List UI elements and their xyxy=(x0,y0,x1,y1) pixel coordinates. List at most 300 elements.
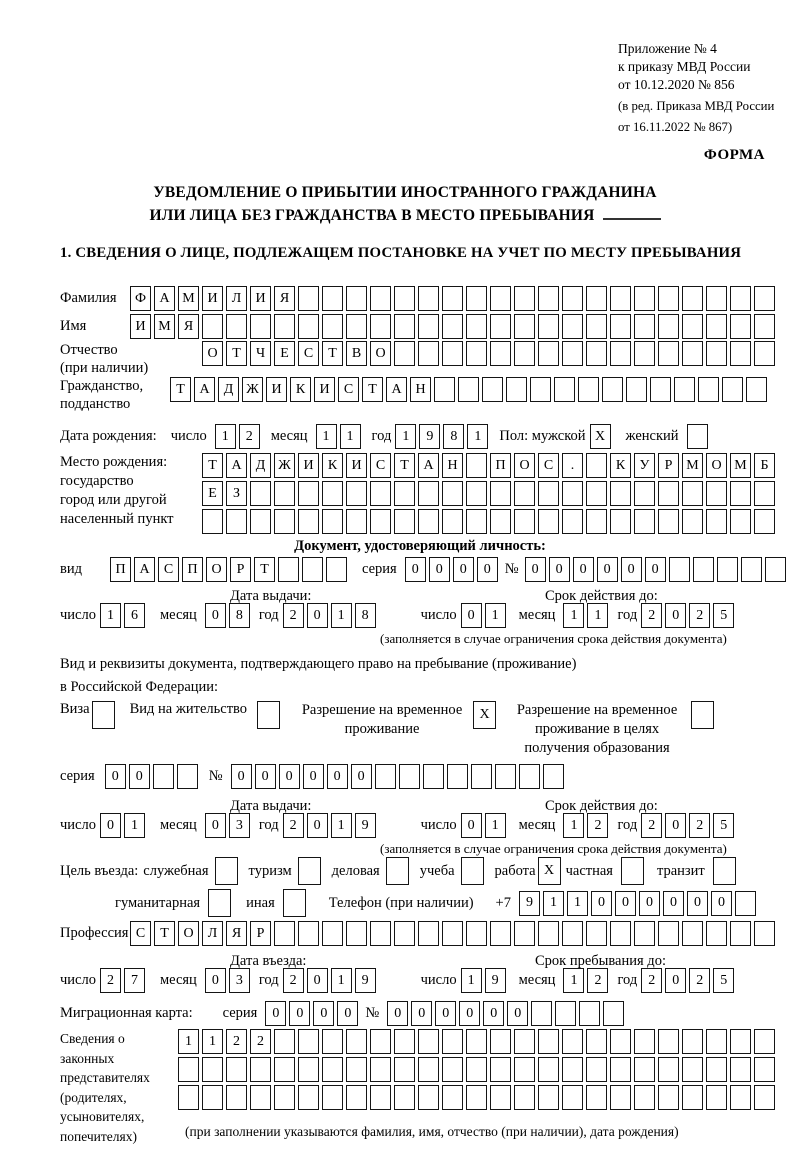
char-cell[interactable] xyxy=(326,557,347,582)
char-cell[interactable]: 1 xyxy=(563,603,584,628)
char-cell[interactable] xyxy=(682,341,703,366)
char-cell[interactable] xyxy=(658,1029,679,1054)
char-cell[interactable] xyxy=(538,341,559,366)
char-cell[interactable] xyxy=(562,314,583,339)
char-cell[interactable]: И xyxy=(130,314,151,339)
char-cell[interactable] xyxy=(754,481,775,506)
char-cell[interactable]: 1 xyxy=(215,424,236,449)
char-cell[interactable] xyxy=(531,1001,552,1026)
char-cell[interactable]: О xyxy=(370,341,391,366)
char-cell[interactable] xyxy=(274,1085,295,1110)
char-cell[interactable] xyxy=(442,509,463,534)
char-cell[interactable]: И xyxy=(298,453,319,478)
char-cell[interactable]: 1 xyxy=(467,424,488,449)
char-cell[interactable]: Д xyxy=(218,377,239,402)
char-cell[interactable] xyxy=(466,481,487,506)
char-cell[interactable]: Я xyxy=(274,286,295,311)
char-cell[interactable] xyxy=(418,314,439,339)
char-cell[interactable]: Т xyxy=(226,341,247,366)
char-cell[interactable] xyxy=(538,1085,559,1110)
char-cell[interactable] xyxy=(603,1001,624,1026)
char-cell[interactable] xyxy=(394,509,415,534)
purpose-business-checkbox[interactable] xyxy=(386,857,412,885)
char-cell[interactable]: 0 xyxy=(411,1001,432,1026)
char-cell[interactable] xyxy=(346,1057,367,1082)
char-cell[interactable]: 0 xyxy=(405,557,426,582)
char-cell[interactable]: Т xyxy=(202,453,223,478)
char-cell[interactable]: К xyxy=(322,453,343,478)
char-cell[interactable]: Ч xyxy=(250,341,271,366)
char-cell[interactable]: 0 xyxy=(621,557,642,582)
char-cell[interactable] xyxy=(394,481,415,506)
char-cell[interactable] xyxy=(202,509,223,534)
char-cell[interactable]: 9 xyxy=(419,424,440,449)
char-cell[interactable] xyxy=(754,921,775,946)
char-cell[interactable] xyxy=(730,1029,751,1054)
char-cell[interactable] xyxy=(554,377,575,402)
char-cell[interactable] xyxy=(514,1029,535,1054)
char-cell[interactable]: 2 xyxy=(641,603,662,628)
char-cell[interactable]: 2 xyxy=(250,1029,271,1054)
purpose-study-checkbox[interactable] xyxy=(461,857,487,885)
char-cell[interactable]: 1 xyxy=(543,891,564,916)
char-cell[interactable]: З xyxy=(226,481,247,506)
char-cell[interactable]: 0 xyxy=(665,603,686,628)
char-cell[interactable] xyxy=(208,889,231,917)
char-cell[interactable] xyxy=(586,341,607,366)
char-cell[interactable] xyxy=(634,481,655,506)
char-cell[interactable] xyxy=(274,921,295,946)
char-cell[interactable] xyxy=(682,1085,703,1110)
char-cell[interactable] xyxy=(322,1057,343,1082)
char-cell[interactable]: 0 xyxy=(525,557,546,582)
char-cell[interactable] xyxy=(730,314,751,339)
char-cell[interactable]: 1 xyxy=(567,891,588,916)
char-cell[interactable]: 0 xyxy=(639,891,660,916)
char-cell[interactable]: С xyxy=(538,453,559,478)
char-cell[interactable]: 1 xyxy=(485,603,506,628)
char-cell[interactable]: 0 xyxy=(665,968,686,993)
char-cell[interactable] xyxy=(370,1029,391,1054)
char-cell[interactable]: 0 xyxy=(337,1001,358,1026)
char-cell[interactable] xyxy=(562,1085,583,1110)
char-cell[interactable] xyxy=(226,1085,247,1110)
char-cell[interactable] xyxy=(490,1057,511,1082)
char-cell[interactable] xyxy=(466,509,487,534)
char-cell[interactable] xyxy=(514,341,535,366)
char-cell[interactable] xyxy=(466,453,487,478)
char-cell[interactable]: А xyxy=(386,377,407,402)
char-cell[interactable]: 0 xyxy=(313,1001,334,1026)
char-cell[interactable]: Ф xyxy=(130,286,151,311)
char-cell[interactable] xyxy=(658,921,679,946)
char-cell[interactable] xyxy=(423,764,444,789)
char-cell[interactable] xyxy=(490,314,511,339)
char-cell[interactable] xyxy=(274,314,295,339)
char-cell[interactable] xyxy=(610,1057,631,1082)
char-cell[interactable] xyxy=(442,481,463,506)
char-cell[interactable]: 5 xyxy=(713,813,734,838)
char-cell[interactable] xyxy=(490,509,511,534)
char-cell[interactable] xyxy=(495,764,516,789)
char-cell[interactable]: Т xyxy=(254,557,275,582)
char-cell[interactable] xyxy=(490,481,511,506)
char-cell[interactable]: 0 xyxy=(483,1001,504,1026)
char-cell[interactable]: И xyxy=(202,286,223,311)
char-cell[interactable] xyxy=(283,889,306,917)
char-cell[interactable] xyxy=(298,1057,319,1082)
char-cell[interactable] xyxy=(490,1085,511,1110)
char-cell[interactable] xyxy=(322,1085,343,1110)
char-cell[interactable]: М xyxy=(154,314,175,339)
char-cell[interactable]: 0 xyxy=(387,1001,408,1026)
char-cell[interactable]: 2 xyxy=(641,968,662,993)
char-cell[interactable]: 1 xyxy=(331,968,352,993)
char-cell[interactable]: 0 xyxy=(663,891,684,916)
char-cell[interactable]: 0 xyxy=(255,764,276,789)
char-cell[interactable] xyxy=(730,1085,751,1110)
char-cell[interactable] xyxy=(202,314,223,339)
char-cell[interactable] xyxy=(418,286,439,311)
char-cell[interactable]: 0 xyxy=(279,764,300,789)
char-cell[interactable] xyxy=(322,921,343,946)
char-cell[interactable] xyxy=(202,1057,223,1082)
char-cell[interactable] xyxy=(741,557,762,582)
char-cell[interactable] xyxy=(298,314,319,339)
char-cell[interactable]: И xyxy=(346,453,367,478)
char-cell[interactable] xyxy=(722,377,743,402)
char-cell[interactable] xyxy=(514,314,535,339)
char-cell[interactable] xyxy=(418,341,439,366)
char-cell[interactable] xyxy=(346,1029,367,1054)
char-cell[interactable] xyxy=(538,1029,559,1054)
char-cell[interactable] xyxy=(562,509,583,534)
char-cell[interactable] xyxy=(730,286,751,311)
char-cell[interactable] xyxy=(447,764,468,789)
char-cell[interactable] xyxy=(717,557,738,582)
char-cell[interactable]: Ж xyxy=(274,453,295,478)
char-cell[interactable] xyxy=(754,1057,775,1082)
purpose-official-checkbox[interactable] xyxy=(215,857,241,885)
char-cell[interactable] xyxy=(562,921,583,946)
char-cell[interactable]: 0 xyxy=(205,968,226,993)
char-cell[interactable]: 2 xyxy=(689,603,710,628)
char-cell[interactable] xyxy=(586,286,607,311)
char-cell[interactable] xyxy=(706,341,727,366)
char-cell[interactable]: 9 xyxy=(355,968,376,993)
char-cell[interactable] xyxy=(298,509,319,534)
char-cell[interactable] xyxy=(514,921,535,946)
char-cell[interactable] xyxy=(610,286,631,311)
char-cell[interactable]: Я xyxy=(226,921,247,946)
char-cell[interactable] xyxy=(634,314,655,339)
char-cell[interactable] xyxy=(538,481,559,506)
char-cell[interactable] xyxy=(514,1085,535,1110)
purpose-tourism-checkbox[interactable] xyxy=(298,857,324,885)
char-cell[interactable] xyxy=(586,1085,607,1110)
char-cell[interactable] xyxy=(370,1057,391,1082)
char-cell[interactable] xyxy=(298,481,319,506)
char-cell[interactable] xyxy=(634,1085,655,1110)
char-cell[interactable] xyxy=(658,314,679,339)
char-cell[interactable] xyxy=(610,341,631,366)
char-cell[interactable] xyxy=(538,1057,559,1082)
char-cell[interactable]: 0 xyxy=(459,1001,480,1026)
char-cell[interactable] xyxy=(706,509,727,534)
char-cell[interactable]: 1 xyxy=(587,603,608,628)
char-cell[interactable] xyxy=(682,1029,703,1054)
char-cell[interactable]: О xyxy=(178,921,199,946)
char-cell[interactable]: П xyxy=(490,453,511,478)
char-cell[interactable] xyxy=(506,377,527,402)
sex-female-checkbox[interactable] xyxy=(687,424,711,449)
char-cell[interactable] xyxy=(394,1029,415,1054)
char-cell[interactable]: Ж xyxy=(242,377,263,402)
char-cell[interactable]: Т xyxy=(154,921,175,946)
char-cell[interactable] xyxy=(687,424,708,449)
char-cell[interactable] xyxy=(730,341,751,366)
sex-male-checkbox[interactable] xyxy=(590,424,614,449)
char-cell[interactable]: И xyxy=(266,377,287,402)
char-cell[interactable] xyxy=(754,341,775,366)
char-cell[interactable] xyxy=(691,701,714,729)
purpose-transit-checkbox[interactable] xyxy=(713,857,739,885)
char-cell[interactable]: 0 xyxy=(307,968,328,993)
char-cell[interactable] xyxy=(466,314,487,339)
char-cell[interactable] xyxy=(178,1085,199,1110)
char-cell[interactable]: 0 xyxy=(549,557,570,582)
char-cell[interactable] xyxy=(578,377,599,402)
char-cell[interactable] xyxy=(418,1085,439,1110)
char-cell[interactable]: Е xyxy=(274,341,295,366)
char-cell[interactable] xyxy=(298,286,319,311)
char-cell[interactable]: 1 xyxy=(331,603,352,628)
char-cell[interactable] xyxy=(322,286,343,311)
char-cell[interactable]: С xyxy=(130,921,151,946)
char-cell[interactable] xyxy=(706,314,727,339)
char-cell[interactable] xyxy=(746,377,767,402)
char-cell[interactable]: 1 xyxy=(461,968,482,993)
char-cell[interactable] xyxy=(298,1029,319,1054)
char-cell[interactable] xyxy=(442,1085,463,1110)
char-cell[interactable] xyxy=(658,509,679,534)
char-cell[interactable]: 1 xyxy=(124,813,145,838)
char-cell[interactable] xyxy=(514,481,535,506)
char-cell[interactable] xyxy=(693,557,714,582)
char-cell[interactable] xyxy=(466,921,487,946)
char-cell[interactable] xyxy=(250,1057,271,1082)
char-cell[interactable]: А xyxy=(226,453,247,478)
char-cell[interactable] xyxy=(346,286,367,311)
char-cell[interactable] xyxy=(586,314,607,339)
char-cell[interactable]: 2 xyxy=(689,968,710,993)
char-cell[interactable] xyxy=(226,1057,247,1082)
char-cell[interactable]: 1 xyxy=(331,813,352,838)
char-cell[interactable]: 2 xyxy=(587,968,608,993)
char-cell[interactable]: 5 xyxy=(713,603,734,628)
char-cell[interactable]: 2 xyxy=(689,813,710,838)
char-cell[interactable] xyxy=(610,1085,631,1110)
char-cell[interactable]: 8 xyxy=(229,603,250,628)
char-cell[interactable]: Я xyxy=(178,314,199,339)
char-cell[interactable]: 0 xyxy=(597,557,618,582)
char-cell[interactable]: А xyxy=(134,557,155,582)
char-cell[interactable]: Е xyxy=(202,481,223,506)
char-cell[interactable]: 2 xyxy=(587,813,608,838)
char-cell[interactable] xyxy=(610,481,631,506)
char-cell[interactable]: Н xyxy=(410,377,431,402)
char-cell[interactable] xyxy=(394,314,415,339)
char-cell[interactable]: Н xyxy=(442,453,463,478)
char-cell[interactable] xyxy=(538,286,559,311)
char-cell[interactable] xyxy=(586,1057,607,1082)
char-cell[interactable] xyxy=(754,509,775,534)
char-cell[interactable] xyxy=(658,481,679,506)
char-cell[interactable]: С xyxy=(370,453,391,478)
char-cell[interactable] xyxy=(442,921,463,946)
char-cell[interactable] xyxy=(530,377,551,402)
char-cell[interactable]: 0 xyxy=(105,764,126,789)
char-cell[interactable] xyxy=(634,1029,655,1054)
char-cell[interactable] xyxy=(658,1085,679,1110)
char-cell[interactable] xyxy=(754,314,775,339)
char-cell[interactable] xyxy=(370,481,391,506)
char-cell[interactable]: . xyxy=(562,453,583,478)
char-cell[interactable]: 6 xyxy=(124,603,145,628)
char-cell[interactable] xyxy=(250,481,271,506)
char-cell[interactable]: 0 xyxy=(231,764,252,789)
char-cell[interactable] xyxy=(669,557,690,582)
char-cell[interactable] xyxy=(765,557,786,582)
char-cell[interactable] xyxy=(482,377,503,402)
char-cell[interactable] xyxy=(586,481,607,506)
char-cell[interactable] xyxy=(562,341,583,366)
char-cell[interactable] xyxy=(302,557,323,582)
char-cell[interactable] xyxy=(370,286,391,311)
char-cell[interactable] xyxy=(490,1029,511,1054)
char-cell[interactable] xyxy=(682,921,703,946)
char-cell[interactable]: М xyxy=(178,286,199,311)
char-cell[interactable]: О xyxy=(706,453,727,478)
char-cell[interactable] xyxy=(514,1057,535,1082)
char-cell[interactable] xyxy=(370,314,391,339)
char-cell[interactable]: 0 xyxy=(205,813,226,838)
char-cell[interactable] xyxy=(394,921,415,946)
char-cell[interactable] xyxy=(754,286,775,311)
char-cell[interactable]: 0 xyxy=(615,891,636,916)
char-cell[interactable]: 0 xyxy=(591,891,612,916)
char-cell[interactable] xyxy=(418,509,439,534)
char-cell[interactable]: 1 xyxy=(563,813,584,838)
char-cell[interactable] xyxy=(586,921,607,946)
char-cell[interactable] xyxy=(466,286,487,311)
char-cell[interactable] xyxy=(658,286,679,311)
char-cell[interactable]: А xyxy=(154,286,175,311)
char-cell[interactable] xyxy=(370,1085,391,1110)
char-cell[interactable] xyxy=(490,341,511,366)
char-cell[interactable] xyxy=(514,509,535,534)
char-cell[interactable]: 0 xyxy=(129,764,150,789)
char-cell[interactable]: Т xyxy=(322,341,343,366)
char-cell[interactable]: П xyxy=(182,557,203,582)
char-cell[interactable] xyxy=(153,764,174,789)
char-cell[interactable] xyxy=(706,1057,727,1082)
char-cell[interactable] xyxy=(274,1029,295,1054)
char-cell[interactable]: В xyxy=(346,341,367,366)
char-cell[interactable]: 2 xyxy=(283,603,304,628)
char-cell[interactable]: 0 xyxy=(307,813,328,838)
char-cell[interactable] xyxy=(346,509,367,534)
char-cell[interactable]: 0 xyxy=(665,813,686,838)
char-cell[interactable] xyxy=(621,857,644,885)
char-cell[interactable] xyxy=(386,857,409,885)
char-cell[interactable] xyxy=(602,377,623,402)
char-cell[interactable] xyxy=(322,509,343,534)
char-cell[interactable]: 0 xyxy=(645,557,666,582)
char-cell[interactable]: 0 xyxy=(327,764,348,789)
char-cell[interactable] xyxy=(226,314,247,339)
char-cell[interactable]: 0 xyxy=(477,557,498,582)
char-cell[interactable] xyxy=(322,1029,343,1054)
char-cell[interactable]: П xyxy=(110,557,131,582)
purpose-private-checkbox[interactable] xyxy=(621,857,647,885)
temp-residence-edu-checkbox[interactable] xyxy=(691,701,717,729)
char-cell[interactable]: С xyxy=(298,341,319,366)
char-cell[interactable] xyxy=(278,557,299,582)
char-cell[interactable]: И xyxy=(314,377,335,402)
char-cell[interactable] xyxy=(394,341,415,366)
char-cell[interactable] xyxy=(250,509,271,534)
char-cell[interactable] xyxy=(706,481,727,506)
char-cell[interactable] xyxy=(706,286,727,311)
char-cell[interactable] xyxy=(418,921,439,946)
char-cell[interactable]: Б xyxy=(754,453,775,478)
char-cell[interactable] xyxy=(370,509,391,534)
char-cell[interactable]: А xyxy=(194,377,215,402)
char-cell[interactable]: 3 xyxy=(229,813,250,838)
char-cell[interactable] xyxy=(634,341,655,366)
char-cell[interactable] xyxy=(650,377,671,402)
residence-permit-checkbox[interactable] xyxy=(257,701,283,729)
char-cell[interactable]: Т xyxy=(394,453,415,478)
char-cell[interactable]: 0 xyxy=(351,764,372,789)
char-cell[interactable] xyxy=(682,1057,703,1082)
char-cell[interactable]: 8 xyxy=(355,603,376,628)
char-cell[interactable] xyxy=(730,1057,751,1082)
char-cell[interactable]: 1 xyxy=(485,813,506,838)
char-cell[interactable]: Л xyxy=(202,921,223,946)
char-cell[interactable]: 9 xyxy=(519,891,540,916)
char-cell[interactable]: Т xyxy=(170,377,191,402)
char-cell[interactable] xyxy=(442,341,463,366)
char-cell[interactable] xyxy=(682,509,703,534)
char-cell[interactable]: 0 xyxy=(289,1001,310,1026)
char-cell[interactable] xyxy=(730,509,751,534)
char-cell[interactable] xyxy=(634,286,655,311)
char-cell[interactable] xyxy=(178,1057,199,1082)
char-cell[interactable]: К xyxy=(290,377,311,402)
char-cell[interactable]: Л xyxy=(226,286,247,311)
char-cell[interactable] xyxy=(226,509,247,534)
char-cell[interactable] xyxy=(626,377,647,402)
char-cell[interactable] xyxy=(706,921,727,946)
char-cell[interactable] xyxy=(519,764,540,789)
char-cell[interactable] xyxy=(543,764,564,789)
char-cell[interactable] xyxy=(346,481,367,506)
char-cell[interactable]: А xyxy=(418,453,439,478)
char-cell[interactable]: 0 xyxy=(435,1001,456,1026)
char-cell[interactable] xyxy=(346,1085,367,1110)
